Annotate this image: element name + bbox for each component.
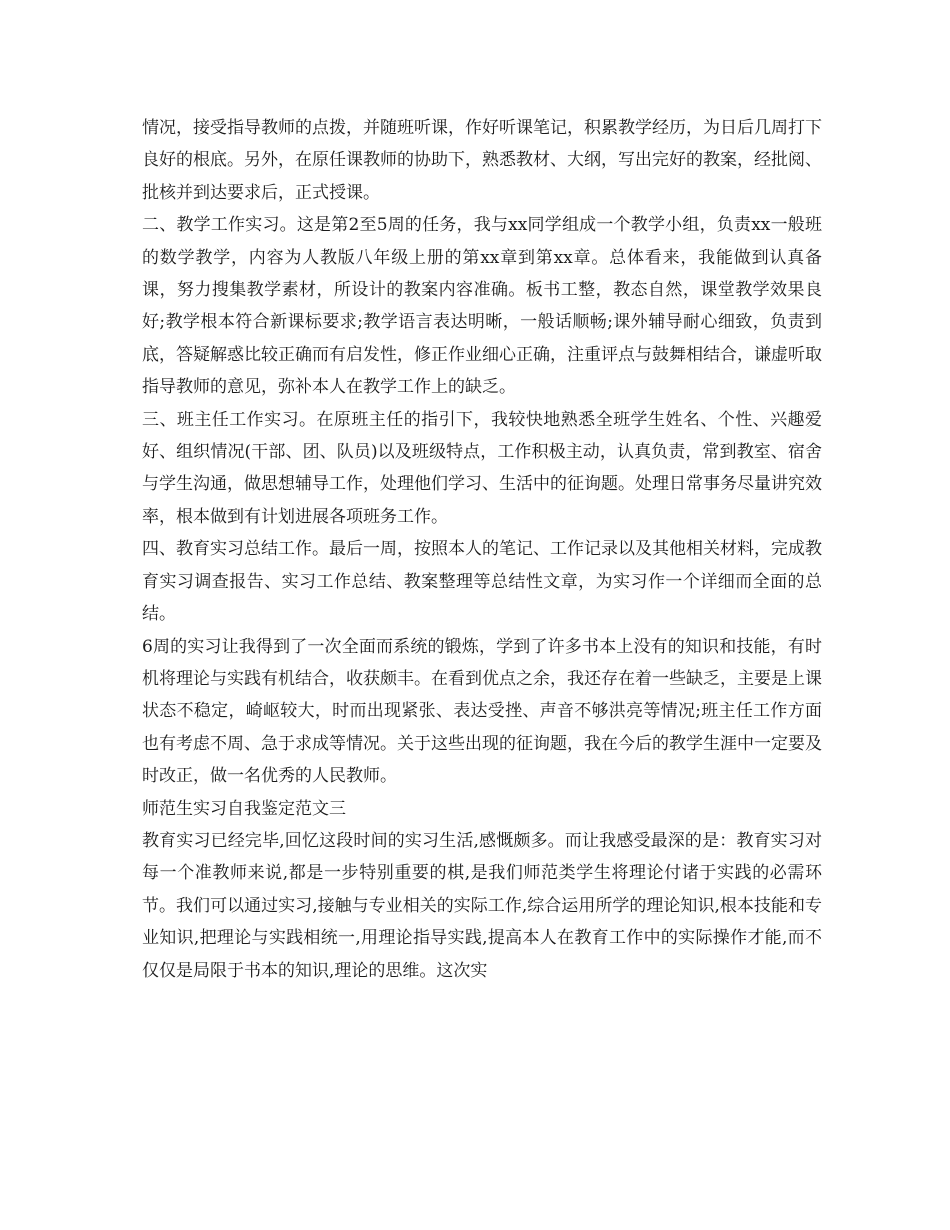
section-heading-sample-three: 师范生实习自我鉴定范文三 [142,798,346,819]
paragraph-sample-three-body: 教育实习已经完毕,回忆这段时间的实习生活,感慨颇多。而让我感受最深的是：教育实习对每一个准教师来说,都是一步特别重要的棋,是我们师范类学生将理论付诸于实践的必需环节。我们可以通过实习,接触与专业相关的实际工作,综合运用所学的理论知识,根本技能和专业知识,把理论与实践相统一,用理论指导实践,提高本人在教育工作中的实际操作才能,而不仅仅是局限于书本的知识,理论的思维。这次实 [142,830,822,981]
paragraph-intro-continuation: 情况，接受指导教师的点拨，并随班听课，作好听课笔记，积累教学经历，为日后几周打下良好的根底。另外，在原任课教师的协助下，熟悉教材、大纲，写出完好的教案，经批阅、批核并到达要求后，正式授课。 [142,118,822,203]
paragraph-head-teacher-practice: 三、班主任工作实习。在原班主任的指引下，我较快地熟悉全班学生姓名、个性、兴趣爱好、组织情况(干部、团、队员)以及班级特点，工作积极主动，认真负责，常到教室、宿舍与学生沟通，做思想辅导工作，处理他们学习、生活中的征询题。处理日常事务尽量讲究效率，根本做到有计划进展各项班务工作。 [142,409,822,527]
paragraph-teaching-practice: 二、教学工作实习。这是第2至5周的任务，我与xx同学组成一个教学小组，负责xx一般班的数学教学，内容为人教版八年级上册的第xx章到第xx章。总体看来，我能做到认真备课，努力搜集教学素材，所设计的教案内容准确。板书工整，教态自然，课堂教学效果良好;教学根本符合新课标要求;教学语言表达明晰，一般话顺畅;课外辅导耐心细致，负责到底，答疑解惑比较正确而有启发性，修正作业细心正确，注重评点与鼓舞相结合，谦虚听取指导教师的意见，弥补本人在教学工作上的缺乏。 [142,215,822,398]
paragraph-practice-summary: 四、教育实习总结工作。最后一周，按照本人的笔记、工作记录以及其他相关材料，完成教育实习调查报告、实习工作总结、教案整理等总结性文章，为实习作一个详细而全面的总结。 [142,539,822,625]
document-body [142,112,822,987]
paragraph-six-week-reflection: 6周的实习让我得到了一次全面而系统的锻炼，学到了许多书本上没有的知识和技能，有时机将理论与实践有机结合，收获颇丰。在看到优点之余，我还存在着一些缺乏，主要是上课状态不稳定，崎岖较大，时而出现紧张、表达受挫、声音不够洪亮等情况;班主任工作方面也有考虑不周、急于求成等情况。关于这些出现的征询题，我在今后的教学生涯中一定要及时改正，做一名优秀的人民教师。 [142,636,822,787]
